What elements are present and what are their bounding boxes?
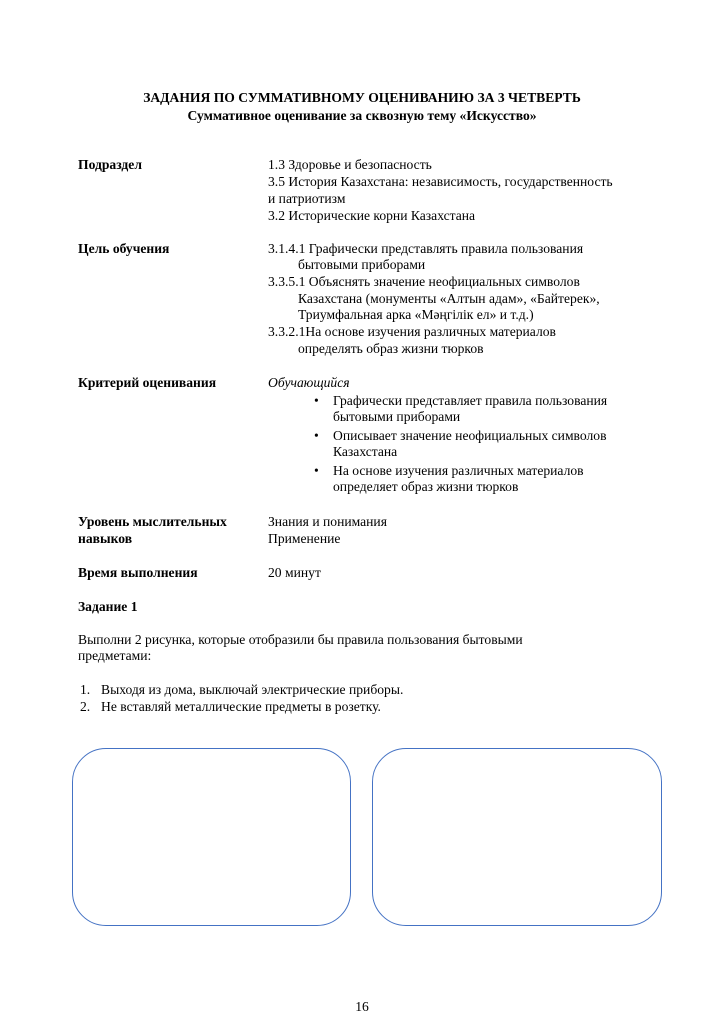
criteria-intro: Обучающийся — [268, 375, 350, 390]
goal-line: 3.3.2.1На основе изучения различных материалов — [268, 324, 556, 339]
goal-line: 3.1.4.1 Графически представлять правила пользования — [268, 241, 584, 256]
thinking-value: Знания и понимания — [268, 514, 387, 529]
task-heading: Задание 1 — [78, 599, 138, 614]
goal-line: Триумфальная арка «Мәңгілік ел» и т.д.) — [298, 307, 534, 322]
subsection-line: 3.2 Исторические корни Казахстана — [268, 208, 476, 223]
list-item-number: 2. — [80, 699, 91, 714]
list-item: Выходя из дома, выключай электрические приборы. — [101, 682, 404, 697]
thinking-label: Уровень мыслительных — [78, 514, 227, 529]
criteria-line: Графически представляет правила пользования — [333, 393, 608, 408]
goal-line: Казахстана (монументы «Алтын адам», «Байтерек», — [298, 291, 600, 306]
goal-line: 3.3.5.1 Объяснять значение неофициальных символов — [268, 274, 580, 289]
time-label: Время выполнения — [78, 565, 198, 580]
thinking-label: навыков — [78, 531, 133, 546]
subsection-line: и патриотизм — [268, 191, 346, 206]
task-instruction: предметами: — [78, 648, 152, 663]
time-value: 20 минут — [268, 565, 321, 580]
drawing-box-2[interactable] — [372, 748, 662, 926]
bullet-icon: • — [314, 428, 319, 443]
subsection-label: Подраздел — [78, 157, 142, 172]
goal-label: Цель обучения — [78, 241, 170, 256]
criteria-line: Казахстана — [333, 444, 398, 459]
goal-line: определять образ жизни тюрков — [298, 341, 484, 356]
goal-line: бытовыми приборами — [298, 257, 426, 272]
bullet-icon: • — [314, 463, 319, 478]
page-subtitle: Суммативное оценивание за сквозную тему «Искусство» — [187, 108, 537, 123]
subsection-line: 1.3 Здоровье и безопасность — [268, 157, 432, 172]
subsection-line: 3.5 История Казахстана: независимость, государственность — [268, 174, 613, 189]
drawing-box-1[interactable] — [72, 748, 351, 926]
list-item-number: 1. — [80, 682, 91, 697]
page-title: ЗАДАНИЯ ПО СУММАТИВНОМУ ОЦЕНИВАНИЮ ЗА 3 ЧЕТВЕРТЬ — [143, 90, 581, 105]
bullet-icon: • — [314, 393, 319, 408]
criteria-line: бытовыми приборами — [333, 409, 461, 424]
criteria-line: На основе изучения различных материалов — [333, 463, 584, 478]
criteria-label: Критерий оценивания — [78, 375, 217, 390]
list-item: Не вставляй металлические предметы в розетку. — [101, 699, 381, 714]
task-instruction: Выполни 2 рисунка, которые отобразили бы правила пользования бытовыми — [78, 632, 523, 647]
thinking-value: Применение — [268, 531, 341, 546]
page-number: 16 — [355, 999, 369, 1014]
criteria-line: Описывает значение неофициальных символов — [333, 428, 607, 443]
criteria-line: определяет образ жизни тюрков — [333, 479, 519, 494]
